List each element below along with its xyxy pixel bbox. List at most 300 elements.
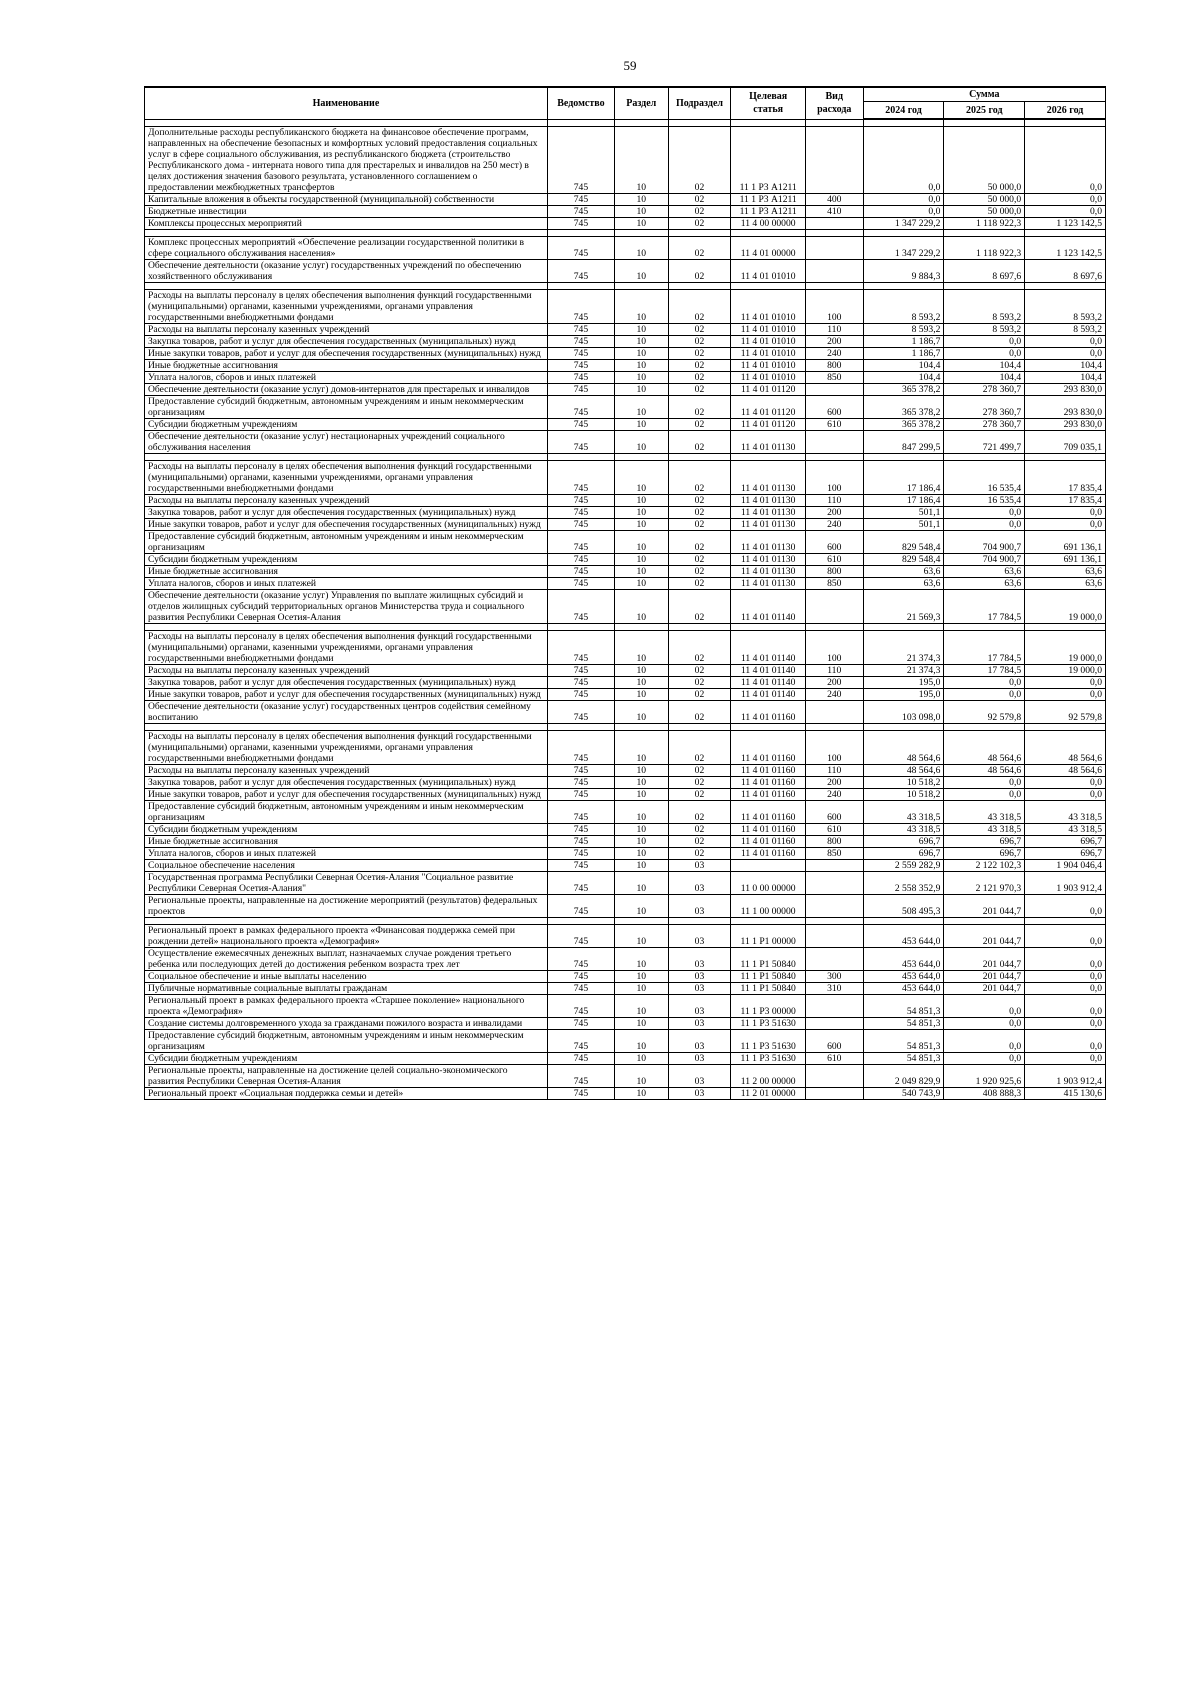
row-target-article: 11 4 01 01130	[731, 431, 805, 454]
row-sum-2024: 17 186,4	[863, 495, 944, 507]
row-vedomstvo: 745	[547, 324, 614, 336]
table-row	[145, 765, 1106, 777]
row-vedomstvo: 745	[547, 396, 614, 419]
row-vedomstvo: 745	[547, 765, 614, 777]
row-sum-2025: 8 697,6	[944, 260, 1025, 283]
table-row	[145, 860, 1106, 872]
row-expense-type: 310	[805, 983, 863, 995]
row-vedomstvo: 745	[547, 860, 614, 872]
row-sum-2024: 2 049 829,9	[863, 1065, 944, 1088]
row-sum-2024: 365 378,2	[863, 396, 944, 419]
row-sum-2025: 0,0	[944, 519, 1025, 531]
row-razdel: 10	[615, 836, 669, 848]
row-sum-2025: 0,0	[944, 789, 1025, 801]
row-target-article	[731, 860, 805, 872]
table-row	[145, 396, 1106, 419]
table-row	[145, 206, 1106, 218]
row-podrazdel: 02	[668, 531, 731, 554]
row-vedomstvo: 745	[547, 348, 614, 360]
row-name: Обеспечение деятельности (оказание услуг) государственных центров содействия семейному воспитанию	[145, 701, 548, 724]
row-sum-2024: 21 569,3	[863, 590, 944, 624]
row-sum-2026: 63,6	[1025, 566, 1106, 578]
row-target-article: 11 2 01 00000	[731, 1088, 805, 1100]
row-razdel: 10	[615, 396, 669, 419]
row-razdel: 10	[615, 983, 669, 995]
table-row	[145, 495, 1106, 507]
row-vedomstvo: 745	[547, 948, 614, 971]
row-sum-2025: 0,0	[944, 1030, 1025, 1053]
row-vedomstvo: 745	[547, 677, 614, 689]
spacer-cell	[547, 230, 614, 237]
row-sum-2024: 195,0	[863, 677, 944, 689]
row-sum-2025: 63,6	[944, 566, 1025, 578]
row-podrazdel: 02	[668, 519, 731, 531]
row-sum-2025: 721 499,7	[944, 431, 1025, 454]
row-sum-2024: 0,0	[863, 127, 944, 194]
row-sum-2025: 704 900,7	[944, 531, 1025, 554]
row-name: Осуществление ежемесячных денежных выплат, назначаемых случае рождения третьего ребенка или последующих детей до достижения ребенком возраста трех лет	[145, 948, 548, 971]
row-podrazdel: 02	[668, 127, 731, 194]
row-expense-type: 410	[805, 206, 863, 218]
row-vedomstvo: 745	[547, 701, 614, 724]
table-row	[145, 848, 1106, 860]
row-name: Расходы на выплаты персоналу в целях обеспечения выполнения функций государственными (муниципальными) органами, казенными учреждениями, органами управления государственными внебюджетными фондами	[145, 461, 548, 495]
row-vedomstvo: 745	[547, 590, 614, 624]
spacer-cell	[1025, 283, 1106, 290]
row-sum-2025: 696,7	[944, 836, 1025, 848]
row-razdel: 10	[615, 1065, 669, 1088]
row-podrazdel: 02	[668, 194, 731, 206]
row-vedomstvo: 745	[547, 336, 614, 348]
row-podrazdel: 02	[668, 801, 731, 824]
row-sum-2024: 17 186,4	[863, 461, 944, 495]
row-name: Расходы на выплаты персоналу в целях обеспечения выполнения функций государственными (муниципальными) органами, казенными учреждениями, органами управления государственными внебюджетными фондами	[145, 290, 548, 324]
row-target-article: 11 4 01 01130	[731, 554, 805, 566]
table-row	[145, 1030, 1106, 1053]
row-target-article: 11 1 00 00000	[731, 895, 805, 918]
table-row	[145, 1018, 1106, 1030]
row-target-article: 11 1 P1 00000	[731, 925, 805, 948]
row-sum-2025: 0,0	[944, 777, 1025, 789]
row-sum-2026: 92 579,8	[1025, 701, 1106, 724]
row-razdel: 10	[615, 701, 669, 724]
row-sum-2025: 0,0	[944, 507, 1025, 519]
spacer-cell	[668, 454, 731, 461]
row-name: Расходы на выплаты персоналу в целях обеспечения выполнения функций государственными (муниципальными) органами, казенными учреждениями, органами управления государственными внебюджетными фондами	[145, 631, 548, 665]
row-vedomstvo: 745	[547, 848, 614, 860]
row-podrazdel: 03	[668, 1053, 731, 1065]
row-razdel: 10	[615, 801, 669, 824]
row-vedomstvo: 745	[547, 1018, 614, 1030]
row-spacer	[145, 230, 1106, 237]
row-sum-2026: 0,0	[1025, 925, 1106, 948]
row-expense-type: 610	[805, 554, 863, 566]
row-podrazdel: 02	[668, 419, 731, 431]
row-sum-2026: 709 035,1	[1025, 431, 1106, 454]
row-target-article: 11 4 01 01140	[731, 677, 805, 689]
spacer-cell	[944, 918, 1025, 925]
spacer-cell	[668, 918, 731, 925]
row-target-article: 11 1 P3 51630	[731, 1030, 805, 1053]
spacer-cell	[145, 454, 548, 461]
spacer-cell	[615, 230, 669, 237]
row-razdel: 10	[615, 895, 669, 918]
row-sum-2025: 0,0	[944, 995, 1025, 1018]
row-expense-type: 600	[805, 531, 863, 554]
row-vedomstvo: 745	[547, 872, 614, 895]
row-podrazdel: 02	[668, 260, 731, 283]
row-name: Закупка товаров, работ и услуг для обеспечения государственных (муниципальных) нужд	[145, 336, 548, 348]
row-spacer	[145, 119, 1106, 127]
spacer-cell	[731, 119, 805, 127]
row-expense-type: 100	[805, 461, 863, 495]
table-row	[145, 384, 1106, 396]
row-expense-type	[805, 127, 863, 194]
row-sum-2024: 2 559 282,9	[863, 860, 944, 872]
row-vedomstvo: 745	[547, 578, 614, 590]
row-razdel: 10	[615, 372, 669, 384]
row-vedomstvo: 745	[547, 1030, 614, 1053]
row-expense-type: 600	[805, 396, 863, 419]
row-expense-type: 300	[805, 971, 863, 983]
row-target-article: 11 4 00 00000	[731, 218, 805, 230]
row-expense-type	[805, 384, 863, 396]
row-sum-2026: 0,0	[1025, 995, 1106, 1018]
row-razdel: 10	[615, 689, 669, 701]
header-razdel: Раздел	[615, 87, 669, 119]
table-row	[145, 836, 1106, 848]
row-sum-2025: 0,0	[944, 1053, 1025, 1065]
row-target-article: 11 4 01 01160	[731, 801, 805, 824]
row-vedomstvo: 745	[547, 360, 614, 372]
row-sum-2024: 508 495,3	[863, 895, 944, 918]
row-sum-2024: 104,4	[863, 372, 944, 384]
row-razdel: 10	[615, 765, 669, 777]
row-sum-2024: 453 644,0	[863, 925, 944, 948]
spacer-cell	[1025, 454, 1106, 461]
row-sum-2025: 43 318,5	[944, 801, 1025, 824]
table-row	[145, 431, 1106, 454]
table-row	[145, 777, 1106, 789]
row-target-article: 11 1 P1 50840	[731, 971, 805, 983]
row-podrazdel: 03	[668, 872, 731, 895]
row-expense-type: 600	[805, 1030, 863, 1053]
row-target-article: 11 4 01 01010	[731, 336, 805, 348]
row-sum-2026: 43 318,5	[1025, 801, 1106, 824]
spacer-cell	[863, 918, 944, 925]
row-sum-2025: 278 360,7	[944, 396, 1025, 419]
row-vedomstvo: 745	[547, 995, 614, 1018]
row-podrazdel: 02	[668, 701, 731, 724]
spacer-cell	[944, 283, 1025, 290]
row-vedomstvo: 745	[547, 431, 614, 454]
spacer-cell	[145, 230, 548, 237]
row-razdel: 10	[615, 507, 669, 519]
row-sum-2025: 1 118 922,3	[944, 237, 1025, 260]
row-razdel: 10	[615, 872, 669, 895]
spacer-cell	[805, 918, 863, 925]
spacer-cell	[805, 724, 863, 731]
row-sum-2025: 0,0	[944, 689, 1025, 701]
row-razdel: 10	[615, 665, 669, 677]
row-sum-2025: 201 044,7	[944, 948, 1025, 971]
row-razdel: 10	[615, 237, 669, 260]
row-target-article: 11 4 01 01160	[731, 731, 805, 765]
row-sum-2026: 1 903 912,4	[1025, 872, 1106, 895]
row-razdel: 10	[615, 127, 669, 194]
row-expense-type: 240	[805, 689, 863, 701]
row-sum-2025: 704 900,7	[944, 554, 1025, 566]
row-podrazdel: 02	[668, 348, 731, 360]
row-sum-2025: 1 118 922,3	[944, 218, 1025, 230]
row-name: Закупка товаров, работ и услуг для обеспечения государственных (муниципальных) нужд	[145, 677, 548, 689]
row-name: Комплекс процессных мероприятий «Обеспечение реализации государственной политики в сфере социального обслуживания населения»	[145, 237, 548, 260]
spacer-cell	[731, 454, 805, 461]
row-podrazdel: 02	[668, 554, 731, 566]
row-vedomstvo: 745	[547, 925, 614, 948]
spacer-cell	[731, 724, 805, 731]
row-name: Иные бюджетные ассигнования	[145, 566, 548, 578]
spacer-cell	[731, 918, 805, 925]
row-sum-2024: 453 644,0	[863, 948, 944, 971]
row-expense-type: 200	[805, 677, 863, 689]
row-sum-2025: 43 318,5	[944, 824, 1025, 836]
row-sum-2024: 104,4	[863, 360, 944, 372]
row-sum-2026: 0,0	[1025, 519, 1106, 531]
spacer-cell	[944, 119, 1025, 127]
row-vedomstvo: 745	[547, 971, 614, 983]
table-row	[145, 348, 1106, 360]
row-sum-2026: 293 830,0	[1025, 419, 1106, 431]
row-podrazdel: 02	[668, 507, 731, 519]
row-expense-type: 100	[805, 631, 863, 665]
row-target-article: 11 1 Р3 А1211	[731, 206, 805, 218]
row-vedomstvo: 745	[547, 461, 614, 495]
row-razdel: 10	[615, 677, 669, 689]
row-sum-2024: 0,0	[863, 194, 944, 206]
spacer-cell	[668, 283, 731, 290]
row-name: Обеспечение деятельности (оказание услуг) нестационарных учреждений социального обслуживания населения	[145, 431, 548, 454]
row-sum-2026: 1 903 912,4	[1025, 1065, 1106, 1088]
row-expense-type: 200	[805, 336, 863, 348]
row-sum-2026: 293 830,0	[1025, 396, 1106, 419]
spacer-cell	[1025, 918, 1106, 925]
row-sum-2025: 408 888,3	[944, 1088, 1025, 1100]
row-name: Региональные проекты, направленные на достижение мероприятий (результатов) федеральных проектов	[145, 895, 548, 918]
row-name: Региональный проект в рамках федерального проекта «Старшее поколение» национального проекта «Демография»	[145, 995, 548, 1018]
table-row	[145, 461, 1106, 495]
row-sum-2024: 365 378,2	[863, 419, 944, 431]
row-target-article: 11 4 01 01140	[731, 631, 805, 665]
row-podrazdel: 02	[668, 384, 731, 396]
row-target-article: 11 4 01 00000	[731, 237, 805, 260]
row-podrazdel: 02	[668, 590, 731, 624]
row-vedomstvo: 745	[547, 731, 614, 765]
row-target-article: 11 4 01 01160	[731, 848, 805, 860]
table-row	[145, 731, 1106, 765]
table-row	[145, 218, 1106, 230]
row-sum-2026: 0,0	[1025, 127, 1106, 194]
row-sum-2025: 16 535,4	[944, 461, 1025, 495]
row-name: Иные закупки товаров, работ и услуг для обеспечения государственных (муниципальных) нужд	[145, 789, 548, 801]
row-expense-type	[805, 872, 863, 895]
row-razdel: 10	[615, 789, 669, 801]
table-row	[145, 531, 1106, 554]
row-sum-2024: 1 347 229,2	[863, 218, 944, 230]
table-row	[145, 578, 1106, 590]
row-expense-type: 610	[805, 1053, 863, 1065]
row-sum-2025: 201 044,7	[944, 971, 1025, 983]
row-name: Предоставление субсидий бюджетным, автономным учреждениям и иным некоммерческим организациям	[145, 1030, 548, 1053]
row-sum-2026: 0,0	[1025, 348, 1106, 360]
row-name: Уплата налогов, сборов и иных платежей	[145, 372, 548, 384]
row-name: Капитальные вложения в объекты государственной (муниципальной) собственности	[145, 194, 548, 206]
row-spacer	[145, 724, 1106, 731]
row-sum-2024: 43 318,5	[863, 824, 944, 836]
table-row	[145, 677, 1106, 689]
row-podrazdel: 02	[668, 665, 731, 677]
row-razdel: 10	[615, 731, 669, 765]
row-razdel: 10	[615, 260, 669, 283]
header-name: Наименование	[145, 87, 548, 119]
row-sum-2026: 0,0	[1025, 948, 1106, 971]
row-spacer	[145, 454, 1106, 461]
table-row	[145, 566, 1106, 578]
row-vedomstvo: 745	[547, 631, 614, 665]
row-razdel: 10	[615, 1053, 669, 1065]
row-name: Региональные проекты, направленные на достижение целей социально-экономического развития Республики Северная Осетия-Алания	[145, 1065, 548, 1088]
row-podrazdel: 02	[668, 765, 731, 777]
row-podrazdel: 03	[668, 1088, 731, 1100]
header-year-2025: 2025 год	[944, 102, 1025, 120]
row-vedomstvo: 745	[547, 801, 614, 824]
spacer-cell	[863, 624, 944, 631]
row-sum-2024: 696,7	[863, 848, 944, 860]
row-target-article: 11 1 P1 50840	[731, 948, 805, 971]
spacer-cell	[1025, 724, 1106, 731]
row-podrazdel: 02	[668, 461, 731, 495]
row-expense-type	[805, 431, 863, 454]
row-target-article: 11 4 01 01010	[731, 360, 805, 372]
page-number: 59	[623, 58, 637, 73]
table-body	[145, 119, 1106, 1100]
row-sum-2026: 17 835,4	[1025, 461, 1106, 495]
row-razdel: 10	[615, 419, 669, 431]
row-sum-2024: 48 564,6	[863, 765, 944, 777]
row-target-article: 11 1 Р3 А1211	[731, 194, 805, 206]
spacer-cell	[805, 283, 863, 290]
row-vedomstvo: 745	[547, 777, 614, 789]
row-expense-type	[805, 218, 863, 230]
row-target-article: 11 4 01 01130	[731, 531, 805, 554]
row-razdel: 10	[615, 461, 669, 495]
row-name: Расходы на выплаты персоналу казенных учреждений	[145, 765, 548, 777]
row-sum-2026: 0,0	[1025, 206, 1106, 218]
row-sum-2024: 43 318,5	[863, 801, 944, 824]
row-sum-2026: 17 835,4	[1025, 495, 1106, 507]
header-vedomstvo: Ведомство	[547, 87, 614, 119]
row-expense-type	[805, 995, 863, 1018]
row-sum-2025: 1 920 925,6	[944, 1065, 1025, 1088]
row-expense-type: 800	[805, 836, 863, 848]
header-summa: Сумма	[863, 87, 1105, 102]
table-row	[145, 419, 1106, 431]
row-sum-2026: 696,7	[1025, 836, 1106, 848]
row-sum-2026: 0,0	[1025, 689, 1106, 701]
row-sum-2026: 19 000,0	[1025, 590, 1106, 624]
row-sum-2026: 293 830,0	[1025, 384, 1106, 396]
row-name: Расходы на выплаты персоналу в целях обеспечения выполнения функций государственными (муниципальными) органами, казенными учреждениями, органами управления государственными внебюджетными фондами	[145, 731, 548, 765]
row-expense-type: 110	[805, 324, 863, 336]
spacer-cell	[863, 724, 944, 731]
row-vedomstvo: 745	[547, 495, 614, 507]
row-name: Расходы на выплаты персоналу казенных учреждений	[145, 665, 548, 677]
table-row	[145, 590, 1106, 624]
row-sum-2025: 2 122 102,3	[944, 860, 1025, 872]
row-expense-type	[805, 237, 863, 260]
row-podrazdel: 02	[668, 237, 731, 260]
spacer-cell	[668, 724, 731, 731]
row-target-article: 11 4 01 01140	[731, 590, 805, 624]
row-vedomstvo: 745	[547, 237, 614, 260]
table-row	[145, 701, 1106, 724]
table-row	[145, 895, 1106, 918]
row-sum-2024: 54 851,3	[863, 995, 944, 1018]
row-podrazdel: 03	[668, 1065, 731, 1088]
row-sum-2025: 8 593,2	[944, 324, 1025, 336]
row-target-article: 11 1 P1 50840	[731, 983, 805, 995]
row-podrazdel: 02	[668, 336, 731, 348]
row-sum-2026: 691 136,1	[1025, 531, 1106, 554]
row-vedomstvo: 745	[547, 566, 614, 578]
row-sum-2026: 0,0	[1025, 1030, 1106, 1053]
row-vedomstvo: 745	[547, 260, 614, 283]
spacer-cell	[944, 454, 1025, 461]
row-vedomstvo: 745	[547, 836, 614, 848]
spacer-cell	[615, 283, 669, 290]
spacer-cell	[615, 724, 669, 731]
row-sum-2025: 63,6	[944, 578, 1025, 590]
table-row	[145, 925, 1106, 948]
row-razdel: 10	[615, 777, 669, 789]
row-sum-2026: 19 000,0	[1025, 631, 1106, 665]
row-target-article: 11 4 01 01160	[731, 789, 805, 801]
spacer-cell	[668, 624, 731, 631]
row-sum-2024: 8 593,2	[863, 290, 944, 324]
spacer-cell	[863, 230, 944, 237]
spacer-cell	[145, 724, 548, 731]
row-podrazdel: 02	[668, 372, 731, 384]
table-row	[145, 1065, 1106, 1088]
row-name: Региональный проект в рамках федерального проекта «Финансовая поддержка семей при рождении детей» национального проекта «Демография»	[145, 925, 548, 948]
row-sum-2026: 1 123 142,5	[1025, 218, 1106, 230]
row-vedomstvo: 745	[547, 1053, 614, 1065]
row-name: Субсидии бюджетным учреждениям	[145, 1053, 548, 1065]
row-vedomstvo: 745	[547, 554, 614, 566]
row-sum-2026: 63,6	[1025, 578, 1106, 590]
row-sum-2024: 829 548,4	[863, 554, 944, 566]
row-name: Дополнительные расходы республиканского бюджета на финансовое обеспечение программ, направленных на обеспечение безопасных и комфортных условий предоставления социальных услуг в сфере социального обслуживания, из республиканского бюджета (строительство Республиканского дома - интерната нового типа для престарелых и инвалидов на 250 мест) в целях достижения значения базового результата, установленного соглашением о предоставлении межбюджетных трансфертов	[145, 127, 548, 194]
table-row	[145, 237, 1106, 260]
spacer-cell	[615, 918, 669, 925]
row-expense-type	[805, 1018, 863, 1030]
table-row	[145, 971, 1106, 983]
row-sum-2024: 54 851,3	[863, 1030, 944, 1053]
row-sum-2026: 0,0	[1025, 983, 1106, 995]
row-expense-type	[805, 590, 863, 624]
row-sum-2024: 10 518,2	[863, 789, 944, 801]
row-podrazdel: 03	[668, 860, 731, 872]
